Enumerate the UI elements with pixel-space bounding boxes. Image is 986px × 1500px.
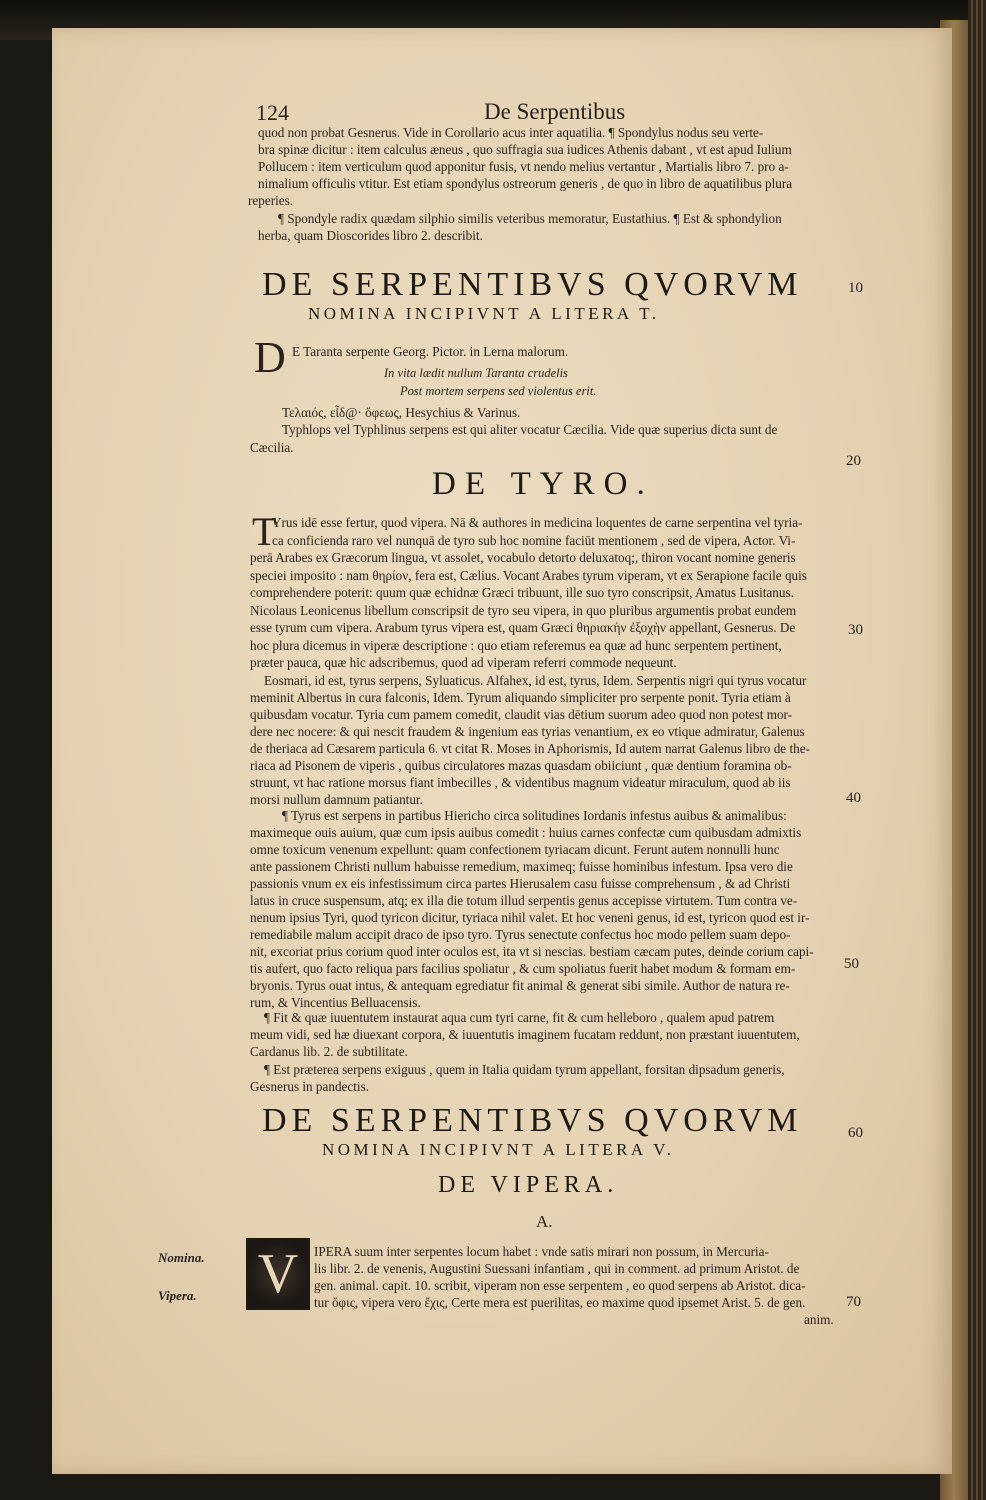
- verse-line: In vita lædit nullum Taranta crudelis: [384, 366, 568, 380]
- text-line: speciei imposito : nam θηρίον, fera est, Cælius. Vocant Arabes tyrum viperam, vt ex Serapione facile quis: [250, 567, 807, 583]
- drop-capital-d: D: [254, 333, 286, 382]
- text-line: Gesnerus in pandectis.: [250, 1079, 370, 1094]
- greek-line: Τελαιός, εἶδ@· ὄφεως, Hesychius & Varinus.: [282, 405, 521, 420]
- text-line: struunt, vt hac ratione morsus fiant imbecilles , & videntibus magnum videatur miraculum, quod ab iis: [250, 775, 791, 790]
- text-line: dere nec nocere: & qui nescit fraudem & ingenium eas tyrias venantium, ex eo vtique admiratur, Galenus: [250, 724, 805, 739]
- text-line: riaca ad Pisonem de viperis , quibus circulatores mazas quasdam obiiciunt , quæ dentium foramina ob-: [250, 758, 792, 773]
- intro-line: nimalium officulis vtitur. Est etiam spondylus ostreorum generis , de quo in libro de aquatilibus plura: [258, 176, 793, 191]
- text-line: latus in cruce suspensum, atq; ex illa die totum illud serpentis genus accepisse virtutem. Tum contra ve-: [250, 893, 798, 908]
- text-line: lis libr. 2. de venenis, Augustini Suessani infantiam , qui in comment. ad primum Aristot. de: [314, 1261, 800, 1276]
- book-fore-edge: [968, 0, 986, 1500]
- text-line: Nicolaus Leonicenus libellum conscripsit de tyro seu vipera, in quo pluribus argumentis probat eundem: [250, 602, 797, 618]
- side-note-vipera: Vipera.: [158, 1288, 197, 1303]
- vipera-title: DE VIPERA.: [438, 1172, 619, 1198]
- intro-line: reperies.: [248, 193, 294, 208]
- text-line: bryonis. Tyrus ouat intus, & antequam egrediatur fit animal & generat sibi simile. Author de natura re-: [250, 978, 790, 993]
- text-line: IPERA suum inter serpentes locum habet : vnde satis mirari non possum, in Mercuria-: [314, 1244, 769, 1259]
- intro-line: ¶ Spondyle radix quædam silphio similis veteribus memoratur, Eustathius. ¶ Est & sphondylion: [278, 211, 782, 226]
- margin-number: 50: [844, 956, 859, 972]
- text-line: perā Arabes ex Græcorum lingua, vt assolet, vocabulo detorto deluxatoq;, thiron vocant nomine generis: [250, 550, 796, 565]
- text-line: omne toxicum venenum expellunt: quam confectionem tyriacam dicunt. Ferunt autem nonnulli hunc: [250, 842, 780, 857]
- margin-number: 60: [848, 1125, 863, 1141]
- intro-line: quod non probat Gesnerus. Vide in Corollario acus inter aquatilia. ¶ Spondylus nodus seu verte-: [258, 125, 764, 140]
- side-note-nomina: Nomina.: [158, 1250, 205, 1265]
- text-line: ca conficienda raro vel nunquā de tyro sub hoc nomine faciūt mentionem , sed de vipera, Actor. Vi-: [272, 532, 796, 548]
- text-line: tur ὄφις, vipera vero ἔχις, Certe mera est puerilitas, eo maxime quod ipsemet Arist. 5. de gen.: [314, 1295, 806, 1310]
- text-line: remediabile malum accipit draco de ipso tyro. Tyrus senectute confectus hoc modo pellem suam depo-: [250, 927, 791, 942]
- text-line: ¶ Tyrus est serpens in partibus Hiericho circa solitudines Iordanis infestus auibus & animalibus:: [282, 808, 787, 823]
- typhlops-line: Cæcilia.: [250, 440, 294, 455]
- margin-number: 30: [848, 622, 863, 638]
- text-line: ante passionem Christi nullum habuisse remedium, maximeq; fuisse hominibus infestum. Ipsa vero die: [250, 859, 793, 874]
- tyro-title: DE TYRO.: [432, 466, 654, 502]
- text-line: meum vidi, sed hæ diuexant corpora, & iuuentutis imaginem fucatam reddunt, non præstant iuuentutem,: [250, 1027, 800, 1042]
- text-line: de theriaca ad Cæsarem particula 6. vt citat R. Moses in Aphorismis, Id autem narrat Galenus libro de the-: [250, 741, 810, 756]
- text-line: gen. animal. capit. 10. scribit, viperam non esse serpentem , eo quod serpens ab Aristot. dica-: [314, 1278, 806, 1293]
- text-line: ¶ Est præterea serpens exiguus , quem in Italia quidam tyrum appellant, forsitan dipsadum generis,: [264, 1062, 785, 1077]
- text-line: meminit Albertus in cura falconis, Idem. Tyrum aliquando simpliciter pro serpente ponit. Tyria etiam à: [250, 690, 791, 705]
- text-line: hoc plura dicemus in viperæ descriptione : quo etiam referemus ea quæ ad hunc serpentem pertinent,: [250, 637, 782, 653]
- margin-number: 40: [846, 790, 861, 806]
- text-line: tis aufert, quo facto reliqua pars facilius spoliatur , & cum spoliatus fuerit habet modum & formam em-: [250, 961, 796, 976]
- section-t-subtitle: NOMINA INCIPIVNT A LITERA T.: [308, 304, 660, 323]
- text-line: comprehendere poterit: quum quæ echidnæ Græci tribuunt, ille suo tyro conscripsit, Amatus Lusitanus.: [250, 585, 794, 600]
- text-line: esse tyrum cum vipera. Arabum tyrus vipera est, quam Græci θηριακὴν ἐξοχὴν appellant, Gesnerus. De: [250, 620, 796, 635]
- drop-capital-t: T: [252, 509, 277, 554]
- text-line: morsi nullum damnum patiantur.: [250, 792, 423, 807]
- text-line: passionis vnum ex eis infestissimum circa partes Hierusalem casu fuisse comprehensum , & ad Christi: [250, 876, 791, 891]
- typhlops-line: Typhlops vel Typhlinus serpens est qui aliter vocatur Cæcilia. Vide quæ superius dicta sunt de: [282, 422, 778, 437]
- section-v-title: DE SERPENTIBVS QVORVM: [262, 1102, 803, 1139]
- section-v-subtitle: NOMINA INCIPIVNT A LITERA V.: [322, 1140, 675, 1159]
- section-t-title: DE SERPENTIBVS QVORVM: [262, 266, 803, 303]
- margin-number: 20: [846, 453, 861, 469]
- ornate-drop-capital-v: V: [246, 1238, 310, 1310]
- text-line: quibusdam vocatur. Tyria cum pamem comedit, claudit vias dētium suorum adeo quod non potest mor-: [250, 707, 793, 722]
- intro-line: Pollucem : item verticulum quod apponitur fusis, vt nendo melius vertantur , Martialis libro 7. pro a-: [258, 159, 789, 174]
- margin-number: 10: [848, 280, 863, 296]
- text-line: rum, & Vincentius Belluacensis.: [250, 995, 421, 1010]
- catchword: anim.: [804, 1312, 834, 1327]
- verse-line: Post mortem serpens sed violentus erit.: [400, 384, 597, 398]
- text-line: maximeque ouis auium, quæ cum ipsis auibus comedit : huius carnes confectæ cum quibusdam admixtis: [250, 825, 802, 840]
- taranta-line: E Taranta serpente Georg. Pictor. in Lerna malorum.: [292, 344, 569, 359]
- section-letter-a: A.: [536, 1212, 553, 1231]
- text-line: nenum ipsius Tyri, quod tyricon dicitur, tyriaca nihil valet. Et hoc veneni genus, id est, tyricon quod est ir-: [250, 910, 810, 925]
- margin-number: 70: [846, 1294, 861, 1310]
- text-line: Cardanus lib. 2. de subtilitate.: [250, 1044, 408, 1059]
- text-line: nit, excoriat prius corium quod inter oculos est, ita vt si nescias. bestiam cæcam putes, deinde corium capi-: [250, 944, 814, 959]
- text-line: ¶ Fit & quæ iuuentutem instaurat aqua cum tyri carne, fit & cum helleboro , qualem apud patrem: [264, 1010, 775, 1025]
- running-head: De Serpentibus: [484, 99, 626, 124]
- intro-line: bra spinæ dicitur : item calculus æneus , quo suffragia sua iudices Athenis dabant , vt est apud Iulium: [258, 142, 792, 157]
- text-line: præter pauca, quæ hic adscribemus, quod ad viperam referri commode nequeunt.: [250, 655, 677, 670]
- intro-line: herba, quam Dioscorides libro 2. describit.: [258, 228, 483, 243]
- page-number: 124: [256, 100, 289, 125]
- text-line: Eosmari, id est, tyrus serpens, Syluaticus. Alfahex, id est, tyrus, Idem. Serpentis nigri qui tyrus vocatur: [264, 673, 807, 688]
- text-line: Yrus idē esse fertur, quod vipera. Nā & authores in medicina loquentes de carne serpentina vel tyria-: [272, 515, 803, 530]
